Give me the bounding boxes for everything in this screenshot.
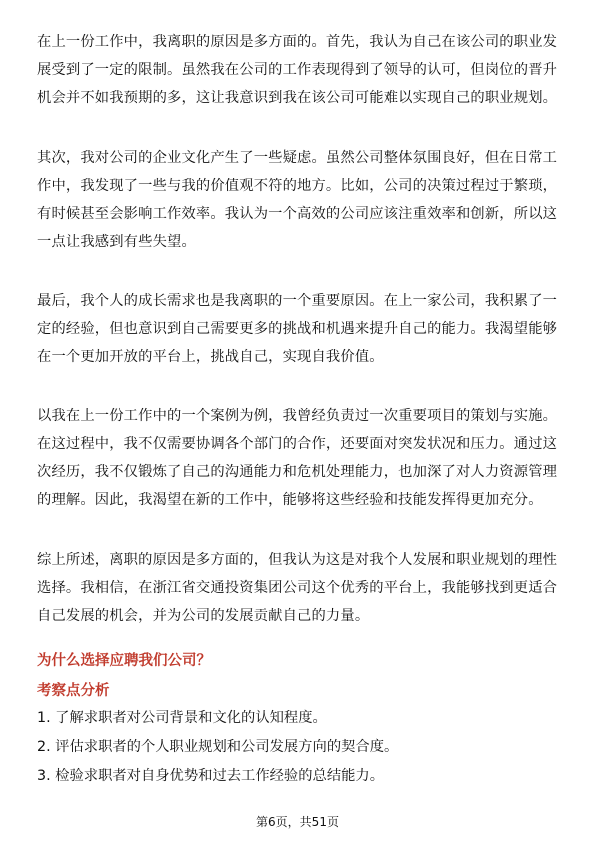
paragraph-line: 定的经验，但也意识到自己需要更多的挑战和机遇来提升自己的能力。我渴望能够 <box>37 321 558 337</box>
paragraph-line: 展受到了一定的限制。虽然我在公司的工作表现得到了领导的认可，但岗位的晋升 <box>37 62 558 78</box>
paragraph-line: 在一个更加开放的平台上，挑战自己，实现自我价值。 <box>37 349 384 365</box>
paragraph-line: 综上所述，离职的原因是多方面的，但我认为这是对我个人发展和职业规划的理性 <box>37 552 558 568</box>
paragraph-line: 有时候甚至会影响工作效率。我认为一个高效的公司应该注重效率和创新，所以这 <box>37 206 558 222</box>
paragraph-2 <box>37 144 562 256</box>
paragraph-line: 次经历，我不仅锻炼了自己的沟通能力和危机处理能力，也加深了对人力资源管理 <box>37 464 558 480</box>
page-number: 第6页，共51页 <box>256 815 339 829</box>
list-item: 3. 检验求职者对自身优势和过去工作经验的总结能力。 <box>37 768 385 784</box>
paragraph-line: 其次，我对公司的企业文化产生了一些疑虑。虽然公司整体氛围良好，但在日常工 <box>37 150 558 166</box>
paragraph-line: 的理解。因此，我渴望在新的工作中，能够将这些经验和技能发挥得更加充分。 <box>37 492 543 508</box>
paragraph-4 <box>37 402 562 514</box>
paragraph-1 <box>37 28 562 112</box>
paragraph-line: 一点让我感到有些失望。 <box>37 234 196 250</box>
paragraph-line: 在上一份工作中，我离职的原因是多方面的。首先，我认为自己在该公司的职业发 <box>37 34 558 50</box>
paragraph-5 <box>37 546 562 630</box>
list-item: 1. 了解求职者对公司背景和文化的认知程度。 <box>37 710 327 726</box>
paragraph-line: 在这过程中，我不仅需要协调各个部门的合作，还要面对突发状况和压力。通过这 <box>37 436 558 452</box>
section-title: 考察点分析 <box>37 683 110 699</box>
paragraph-line: 作中，我发现了一些与我的价值观不符的地方。比如，公司的决策过程过于繁琐， <box>37 178 558 194</box>
paragraph-3 <box>37 287 562 371</box>
paragraph-line: 以我在上一份工作中的一个案例为例，我曾经负责过一次重要项目的策划与实施。 <box>37 408 558 424</box>
paragraph-line: 最后，我个人的成长需求也是我离职的一个重要原因。在上一家公司，我积累了一 <box>37 293 558 309</box>
list-item: 2. 评估求职者的个人职业规划和公司发展方向的契合度。 <box>37 739 399 755</box>
paragraph-line: 自己发展的机会，并为公司的发展贡献自己的力量。 <box>37 608 370 624</box>
paragraph-line: 机会并不如我预期的多，这让我意识到我在该公司可能难以实现自己的职业规划。 <box>37 90 558 106</box>
question-heading: 为什么选择应聘我们公司？ <box>37 653 211 669</box>
paragraph-line: 选择。我相信，在浙江省交通投资集团公司这个优秀的平台上，我能够找到更适合 <box>37 580 558 596</box>
